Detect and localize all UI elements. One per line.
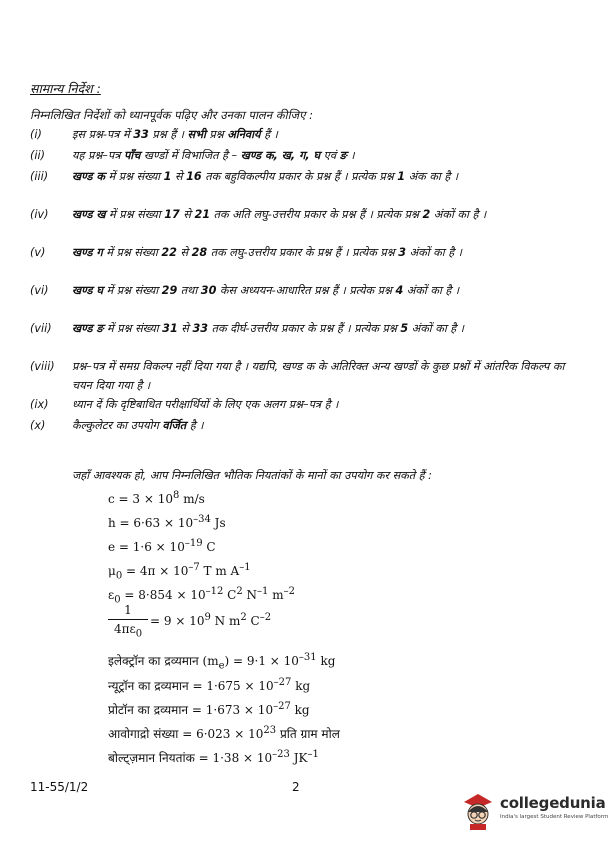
physical-constant: $\mu_0 = 4\pi \times 10^{-7}$ T m $A^{-1}$ bbox=[108, 562, 251, 582]
general-instructions-heading: सामान्य निर्देश : bbox=[30, 81, 101, 96]
instruction-text: कैल्कुलेटर का उपयोग वर्जित है । bbox=[72, 419, 204, 432]
mascot-icon bbox=[460, 790, 496, 830]
coulomb-constant-fraction bbox=[108, 603, 148, 639]
physical-constant: न्यूट्रॉन का द्रव्यमान = $1\cdot 675 \times 10^{-27}$ kg bbox=[108, 677, 311, 693]
instruction-number: (ix) bbox=[30, 398, 49, 411]
physical-constant: बोल्ट्ज़मान नियतांक = $1\cdot 38 \times 10^{-23}$ $JK^{-1}$ bbox=[108, 749, 319, 765]
physical-constant: आवोगाद्रो संख्या = $6\cdot 023 \times 10^{23}$ प्रति ग्राम मोल bbox=[108, 725, 340, 741]
instructions-intro: निम्नलिखित निर्देशों को ध्यानपूर्वक पढ़िए और उनका पालन कीजिए : bbox=[30, 108, 313, 122]
instruction-text: यह प्रश्न–पत्र पाँच खण्डों में विभाजित है – खण्ड क, ख, ग, घ एवं ङ । bbox=[72, 149, 355, 162]
instruction-number: (i) bbox=[30, 128, 42, 141]
fraction-numerator: 1 bbox=[124, 603, 132, 617]
physical-constant: इलेक्ट्रॉन का द्रव्यमान $(m_e) = 9\cdot 1 \times 10^{-31}$ kg bbox=[108, 652, 336, 672]
collegedunia-logo bbox=[460, 790, 608, 835]
instruction-text: खण्ड ग में प्रश्न संख्या 22 से 28 तक लघु-उत्तरीय प्रकार के प्रश्न हैं । प्रत्येक प्रश्न 3 अंकों का है । bbox=[72, 246, 462, 259]
instruction-number: (viii) bbox=[30, 360, 55, 373]
instruction-number: (ii) bbox=[30, 149, 45, 162]
instruction-text: इस प्रश्न-पत्र में 33 प्रश्न हैं । सभी प्रश्न अनिवार्य हैं । bbox=[72, 128, 278, 141]
instruction-text: खण्ड घ में प्रश्न संख्या 29 तथा 30 केस अध्ययन-आधारित प्रश्न हैं । प्रत्येक प्रश्न 4 अंकों का है । bbox=[72, 284, 460, 297]
instruction-text: खण्ड ख में प्रश्न संख्या 17 से 21 तक अति लघु-उत्तरीय प्रकार के प्रश्न हैं । प्रत्येक प्रश्न 2 अंकों का है । bbox=[72, 208, 487, 221]
instruction-text: खण्ड क में प्रश्न संख्या 1 से 16 तक बहुविकल्पीय प्रकार के प्रश्न हैं । प्रत्येक प्रश्न 1 अंक का है । bbox=[72, 170, 459, 183]
constants-intro: जहाँ आवश्यक हो, आप निम्नलिखित भौतिक नियतांकों के मानों का उपयोग कर सकते हैं : bbox=[72, 469, 432, 482]
physical-constant: $\varepsilon_0 = 8\cdot 854 \times 10^{-12}$ $C^2$ $N^{-1}$ $m^{-2}$ bbox=[108, 586, 295, 606]
instruction-number: (v) bbox=[30, 246, 46, 259]
paper-code: 11-55/1/2 bbox=[30, 780, 89, 794]
instruction-number: (x) bbox=[30, 419, 46, 432]
page-number: 2 bbox=[292, 780, 300, 794]
instruction-text: प्रश्न–पत्र में समग्र विकल्प नहीं दिया गया है । यद्यपि, खण्ड क के अतिरिक्त अन्य खण्डों के कुछ प्रश्नों में आंतरिक विकल्प का चयन दिया गया है । bbox=[72, 360, 565, 392]
instruction-number: (vi) bbox=[30, 284, 49, 297]
instruction-number: (vii) bbox=[30, 322, 52, 335]
logo-name: collegedunia bbox=[500, 794, 606, 812]
physical-constant: $c = 3 \times 10^8$ m/s bbox=[108, 490, 205, 506]
coulomb-constant-value: = $9 \times 10^9$ N $m^2$ $C^{-2}$ bbox=[150, 612, 272, 628]
instruction-number: (iii) bbox=[30, 170, 49, 183]
instruction-text: खण्ड ङ में प्रश्न संख्या 31 से 33 तक दीर्घ-उत्तरीय प्रकार के प्रश्न हैं । प्रत्येक प्रश्न 5 अंकों का है । bbox=[72, 322, 465, 335]
logo-tagline: India's largest Student Review Platform bbox=[500, 814, 608, 820]
physical-constant: $h = 6\cdot 63 \times 10^{-34}$ Js bbox=[108, 514, 226, 530]
physical-constant: प्रोटॉन का द्रव्यमान = $1\cdot 673 \times 10^{-27}$ kg bbox=[108, 701, 310, 717]
instruction-number: (iv) bbox=[30, 208, 49, 221]
fraction-denominator: $4\pi\varepsilon_0$ bbox=[113, 622, 143, 640]
physical-constant: $e = 1\cdot 6 \times 10^{-19}$ C bbox=[108, 538, 216, 554]
instruction-text: ध्यान दें कि दृष्टिबाधित परीक्षार्थियों के लिए एक अलग प्रश्न–पत्र है । bbox=[72, 398, 339, 411]
